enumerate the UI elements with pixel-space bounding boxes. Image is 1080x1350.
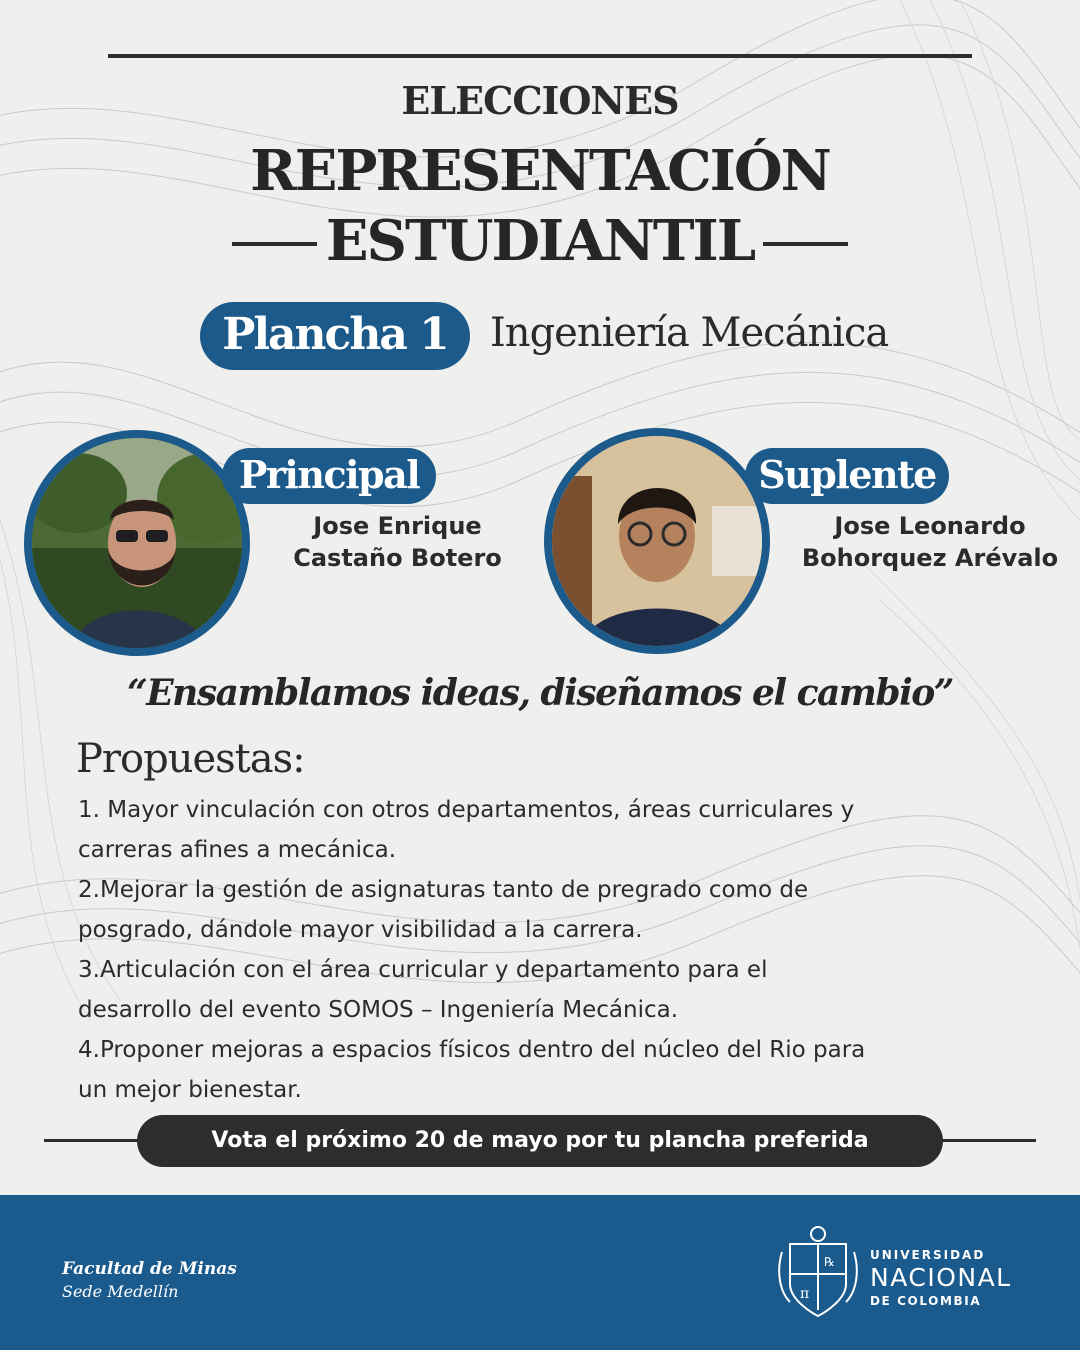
program-name: Ingeniería Mecánica (490, 310, 889, 356)
university-line3: DE COLOMBIA (870, 1294, 982, 1308)
proposal-line: carreras afines a mecánica. (78, 837, 397, 863)
proposals-list (78, 790, 1018, 1110)
principal-role-badge: Principal (222, 448, 436, 504)
svg-text:π: π (800, 1286, 810, 1302)
university-crest-icon (776, 1222, 860, 1322)
principal-name-line2: Castaño Botero (293, 544, 502, 572)
slogan: “Ensamblamos ideas, diseñamos el cambio” (127, 672, 953, 714)
proposal-line: desarrollo del evento SOMOS – Ingeniería Mecánica. (78, 997, 679, 1023)
proposal-line: posgrado, dándole mayor visibilidad a la carrera. (78, 917, 643, 943)
heading-elecciones: ELECCIONES (401, 78, 679, 123)
right-dash (763, 242, 848, 246)
proposal-line: 3.Articulación con el área curricular y departamento para el (78, 957, 768, 983)
suplente-name-line2: Bohorquez Arévalo (801, 544, 1059, 572)
proposal-line: un mejor bienestar. (78, 1077, 302, 1103)
plancha-badge: Plancha 1 (200, 302, 470, 370)
suplente-photo (544, 428, 770, 654)
university-name (870, 1247, 1012, 1309)
university-line2: NACIONAL (870, 1263, 1012, 1292)
principal-avatar-illustration (32, 438, 242, 648)
suplente-avatar-illustration (552, 436, 762, 646)
suplente-name-line1: Jose Leonardo (834, 512, 1026, 540)
proposal-line: 2.Mejorar la gestión de asignaturas tanto de pregrado como de (78, 877, 809, 903)
proposals-heading: Propuestas: (76, 736, 305, 782)
principal-name (270, 510, 525, 574)
university-line1: UNIVERSIDAD (870, 1248, 986, 1262)
faculty-name: Facultad de Minas (62, 1259, 237, 1279)
vote-cta-banner: Vota el próximo 20 de mayo por tu plancha preferida (137, 1115, 943, 1167)
top-divider (108, 54, 972, 58)
suplente-name (790, 510, 1070, 574)
principal-photo (24, 430, 250, 656)
svg-text:℞: ℞ (824, 1255, 835, 1269)
principal-name-line1: Jose Enrique (313, 512, 482, 540)
proposal-line: 1. Mayor vinculación con otros departamentos, áreas curriculares y (78, 797, 855, 823)
heading-estudiantil: ESTUDIANTIL (325, 208, 755, 274)
heading-representacion: REPRESENTACIÓN (250, 138, 830, 204)
proposal-line: 4.Proponer mejoras a espacios físicos dentro del núcleo del Rio para (78, 1037, 866, 1063)
suplente-role-badge: Suplente (745, 448, 949, 504)
faculty-block (62, 1257, 237, 1303)
campus-name: Sede Medellín (62, 1282, 179, 1301)
